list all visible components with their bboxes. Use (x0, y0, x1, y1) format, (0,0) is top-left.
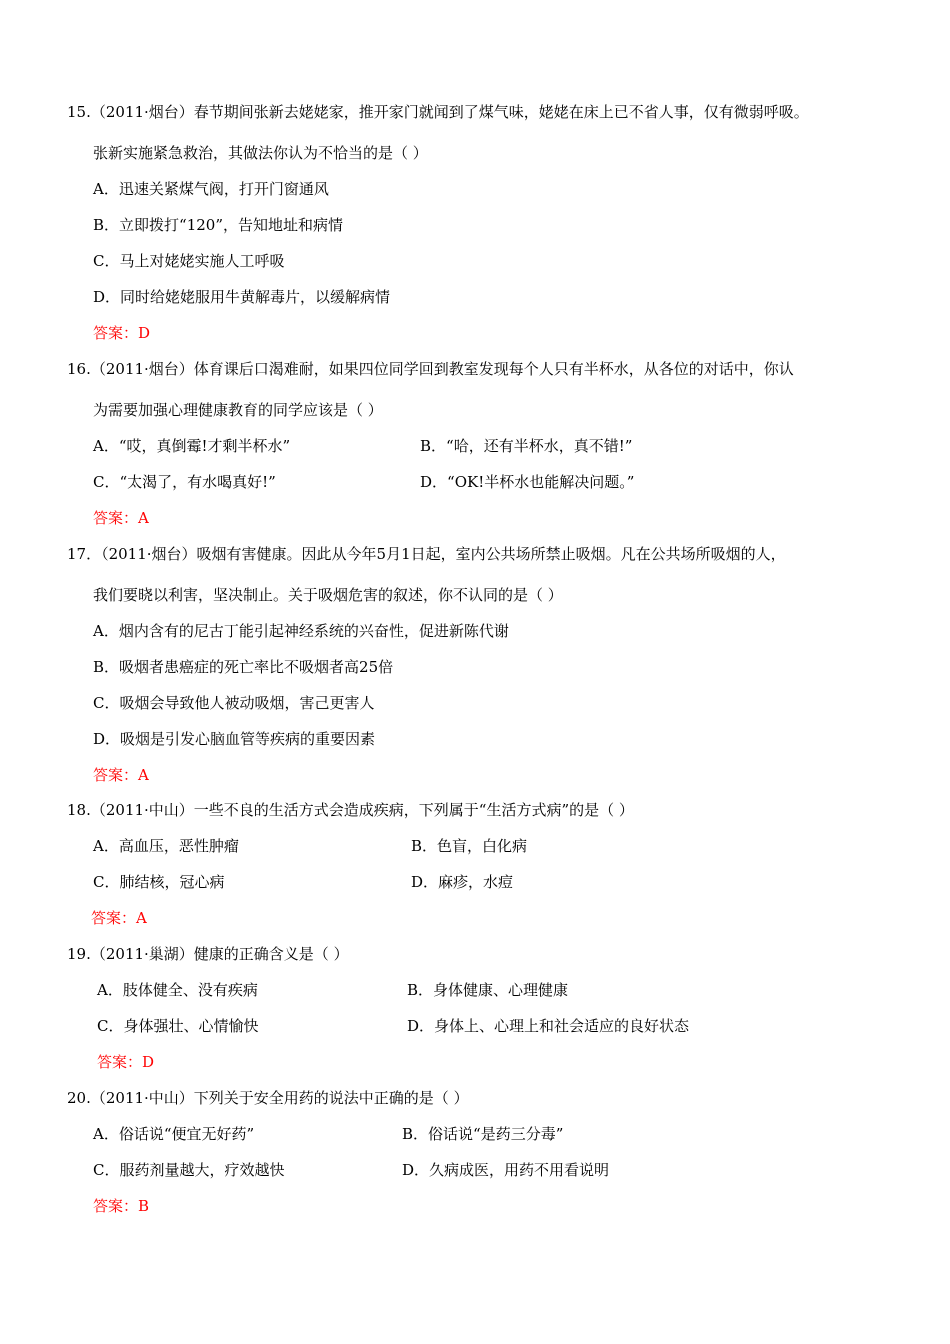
question-17-stem-line-2: 我们要晓以利害，坚决制止。关于吸烟危害的叙述，你不认同的是（ ） (93, 586, 563, 604)
question-16-option-a: A．“哎，真倒霉!才剩半杯水” (93, 437, 291, 455)
question-17-option-c: C．吸烟会导致他人被动吸烟，害己更害人 (93, 694, 375, 712)
question-17-answer: 答案：A (93, 766, 149, 784)
question-16-option-b: B．“哈，还有半杯水，真不错!” (420, 437, 633, 455)
question-18-option-a: A．高血压，恶性肿瘤 (93, 837, 239, 855)
question-15-answer: 答案：D (93, 324, 151, 342)
question-18-option-b: B．色盲，白化病 (411, 837, 528, 855)
question-18-option-c: C．肺结核，冠心病 (93, 873, 225, 891)
question-15-stem-line-1: 15.（2011·烟台）春节期间张新去姥姥家，推开家门就闻到了煤气味，姥姥在床上已不省人事，仅有微弱呼吸。 (67, 103, 809, 121)
question-15-option-d: D．同时给姥姥服用牛黄解毒片，以缓解病情 (93, 288, 391, 306)
question-20-option-d: D．久病成医，用药不用看说明 (402, 1161, 610, 1179)
question-16-option-c: C．“太渴了，有水喝真好!” (93, 473, 276, 491)
question-19-option-b: B．身体健康、心理健康 (407, 981, 569, 999)
question-19-answer: 答案：D (97, 1053, 155, 1071)
question-15-option-b: B．立即拨打“120”，告知地址和病情 (93, 216, 343, 234)
question-20-stem-line-1: 20.（2011·中山）下列关于安全用药的说法中正确的是（ ） (67, 1089, 469, 1107)
question-17-stem-line-1: 17．（2011·烟台）吸烟有害健康。因此从今年5月1日起，室内公共场所禁止吸烟。凡在公共场所吸烟的人， (67, 545, 786, 563)
question-17-option-b: B．吸烟者患癌症的死亡率比不吸烟者高25倍 (93, 658, 394, 676)
question-19-option-a: A．肢体健全、没有疾病 (97, 981, 258, 999)
question-15-option-a: A．迅速关紧煤气阀，打开门窗通风 (93, 180, 329, 198)
question-19-option-d: D．身体上、心理上和社会适应的良好状态 (407, 1017, 690, 1035)
question-20-answer: 答案：B (93, 1197, 150, 1215)
question-17-option-d: D．吸烟是引发心脑血管等疾病的重要因素 (93, 730, 376, 748)
question-20-option-b: B．俗话说“是药三分毒” (402, 1125, 564, 1143)
question-16-stem-line-1: 16.（2011·烟台）体育课后口渴难耐，如果四位同学回到教室发现每个人只有半杯水，从各位的对话中，你认 (67, 360, 794, 378)
question-18-option-d: D．麻疹，水痘 (411, 873, 514, 891)
question-18-stem-line-1: 18.（2011·中山）一些不良的生活方式会造成疾病，下列属于“生活方式病”的是（ ） (67, 801, 634, 819)
question-19-stem-line-1: 19.（2011·巢湖）健康的正确含义是（ ） (67, 945, 349, 963)
question-16-answer: 答案：A (93, 509, 149, 527)
question-20-option-c: C．服药剂量越大，疗效越快 (93, 1161, 285, 1179)
question-19-option-c: C．身体强壮、心情愉快 (97, 1017, 259, 1035)
question-18-answer: 答案：A (91, 909, 147, 927)
question-17-option-a: A．烟内含有的尼古丁能引起神经系统的兴奋性，促进新陈代谢 (93, 622, 509, 640)
question-15-option-c: C．马上对姥姥实施人工呼吸 (93, 252, 285, 270)
question-16-option-d: D．“OK!半杯水也能解决问题。” (420, 473, 635, 491)
question-20-option-a: A．俗话说“便宜无好药” (93, 1125, 255, 1143)
question-15-stem-line-2: 张新实施紧急救治，其做法你认为不恰当的是（ ） (93, 144, 428, 162)
question-16-stem-line-2: 为需要加强心理健康教育的同学应该是（ ） (93, 401, 383, 419)
